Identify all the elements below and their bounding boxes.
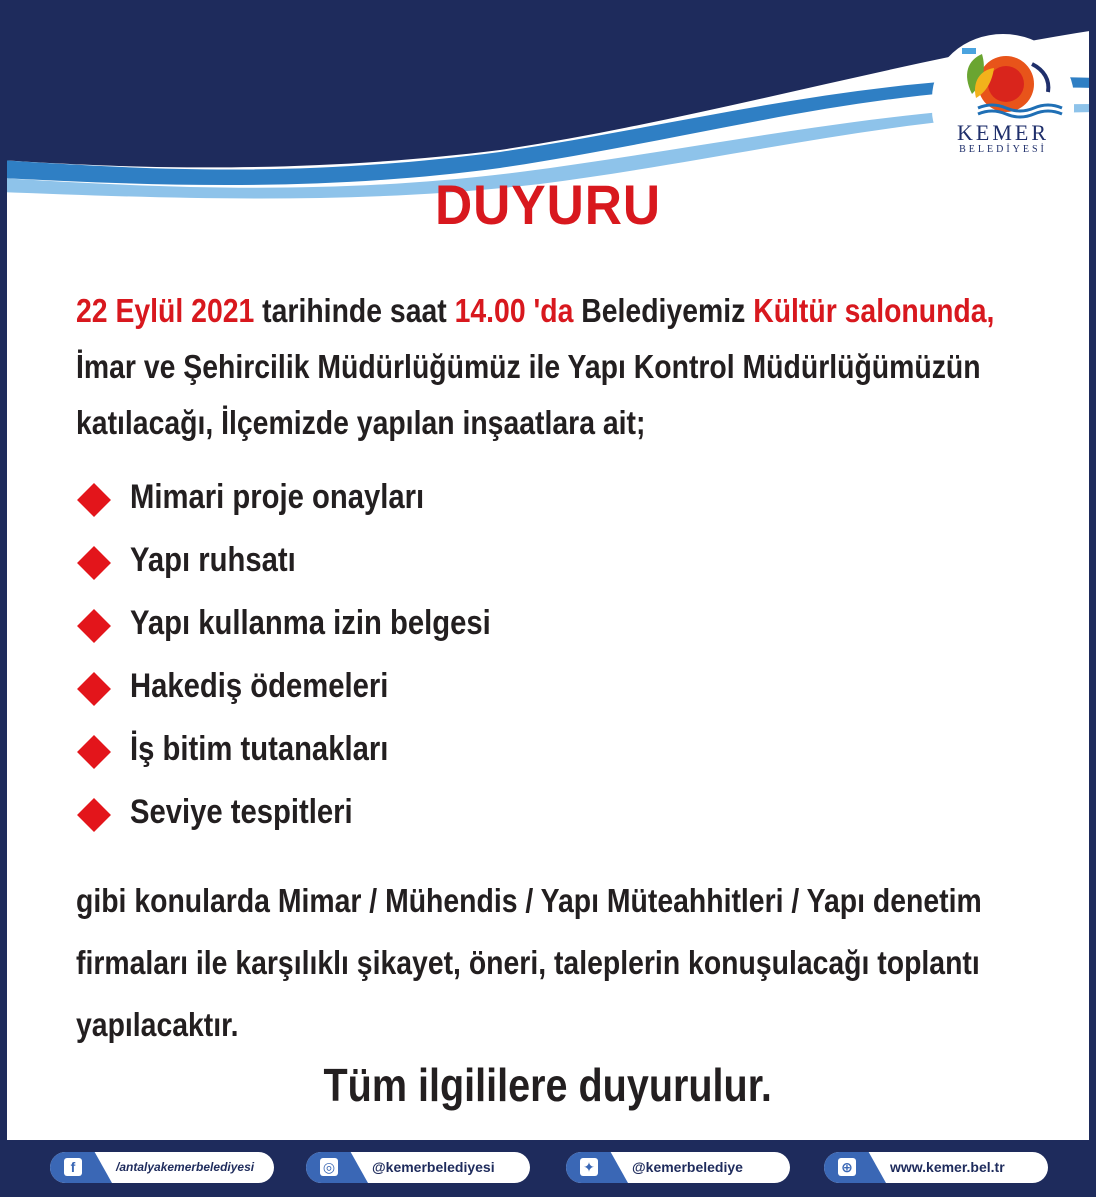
diamond-bullet-icon — [77, 798, 111, 832]
intro-text-2: Belediyemiz — [573, 292, 754, 329]
closing-statement — [0, 1058, 1096, 1112]
intro-paragraph — [76, 283, 1036, 451]
list-item-label: Mimari proje onayları — [130, 478, 425, 516]
kemer-logo — [932, 34, 1074, 162]
website-link[interactable] — [824, 1152, 1048, 1183]
outro-line-2: firmaları ile karşılıklı şikayet, öneri, taleplerin konuşulacağı toplantı — [76, 944, 980, 981]
diamond-bullet-icon — [77, 672, 111, 706]
footer-bar — [0, 1140, 1096, 1197]
right-border — [1089, 0, 1096, 1140]
diamond-bullet-icon — [77, 609, 111, 643]
outro-line-3: yapılacaktır. — [76, 1006, 239, 1043]
meeting-venue: Kültür salonunda, — [753, 292, 995, 329]
logo-subtitle: BELEDİYESİ — [959, 144, 1047, 155]
left-border — [0, 0, 7, 1140]
meeting-date: 22 Eylül 2021 — [76, 292, 255, 329]
twitter-icon: ✦ — [580, 1158, 598, 1176]
instagram-icon: ◎ — [320, 1158, 338, 1176]
list-item-label: Yapı ruhsatı — [130, 541, 296, 579]
page-title: DUYURU — [435, 173, 661, 236]
instagram-link[interactable] — [306, 1152, 530, 1183]
twitter-handle: @kemerbelediye — [632, 1159, 743, 1175]
diamond-bullet-icon — [77, 483, 111, 517]
list-item-label: Seviye tespitleri — [130, 793, 353, 831]
outro-paragraph — [76, 870, 1056, 1056]
closing-text: Tüm ilgililere duyurulur. — [323, 1059, 773, 1111]
outro-line-1: gibi konularda Mimar / Mühendis / Yapı Müteahhitleri / Yapı denetim — [76, 882, 982, 919]
globe-icon: ⊕ — [838, 1158, 856, 1176]
diamond-bullet-icon — [77, 546, 111, 580]
intro-line-3: katılacağı, İlçemizde yapılan inşaatlara ait; — [76, 404, 646, 441]
facebook-icon: f — [64, 1158, 82, 1176]
facebook-handle: /antalyakemerbelediyesi — [116, 1160, 255, 1174]
list-item-label: Yapı kullanma izin belgesi — [130, 604, 491, 642]
intro-text-1: tarihinde saat — [254, 292, 455, 329]
logo-emblem-icon — [932, 34, 1074, 120]
intro-line-2: İmar ve Şehircilik Müdürlüğümüz ile Yapı Kontrol Müdürlüğümüzün — [76, 348, 981, 385]
list-item-label: İş bitim tutanakları — [130, 730, 389, 768]
website-url: www.kemer.bel.tr — [890, 1159, 1005, 1175]
meeting-time: 14.00 'da — [454, 292, 574, 329]
instagram-handle: @kemerbelediyesi — [372, 1159, 495, 1175]
twitter-link[interactable] — [566, 1152, 790, 1183]
facebook-link[interactable] — [50, 1152, 274, 1183]
diamond-bullet-icon — [77, 735, 111, 769]
list-item-label: Hakediş ödemeleri — [130, 667, 389, 705]
logo-name: KEMER — [957, 120, 1049, 145]
intro-line-1 — [76, 283, 995, 339]
